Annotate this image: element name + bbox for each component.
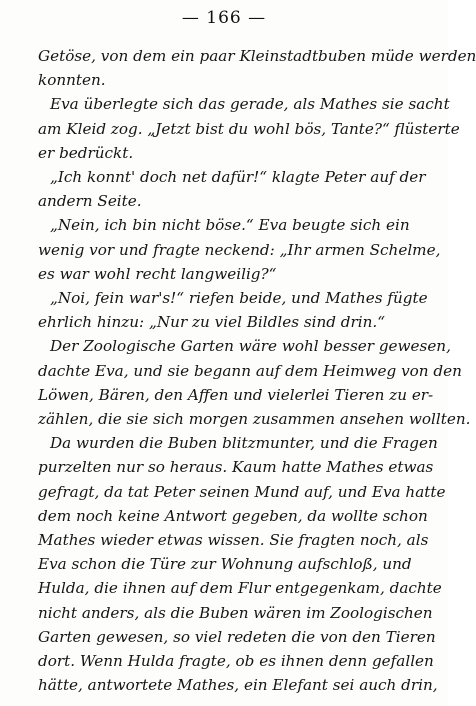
text-line: Eva überlegte sich das gerade, als Mathes sie sacht <box>50 95 450 114</box>
text-line: „Noi, fein war's!“ riefen beide, und Mathes fügte <box>50 289 428 307</box>
page-number: — 166 — <box>181 8 267 28</box>
text-line: Löwen, Bären, den Affen und vielerlei Tieren zu er- <box>38 385 434 404</box>
text-line: purzelten nur so heraus. Kaum hatte Mathes etwas <box>38 458 434 477</box>
text-line: Der Zoologische Garten wäre wohl besser gewesen, <box>50 337 451 356</box>
text-line: es war wohl recht langweilig?“ <box>38 264 277 283</box>
text-line: nicht anders, als die Buben wären im Zoologischen <box>38 603 433 622</box>
text-line: Eva schon die Türe zur Wohnung aufschloß, und <box>38 555 412 574</box>
text-line: dem noch keine Antwort gegeben, da wollte schon <box>38 506 428 525</box>
text-line: Mathes wieder etwas wissen. Sie fragten noch, als <box>38 531 429 549</box>
text-line: „Ich konnt' doch net dafür!“ klagte Peter auf der <box>50 168 426 186</box>
text-line: dort. Wenn Hulda fragte, ob es ihnen denn gefallen <box>38 652 434 670</box>
text-line: dachte Eva, und sie begann auf dem Heimweg von den <box>38 361 462 380</box>
text-line: Garten gewesen, so viel redeten die von den Tieren <box>38 627 436 646</box>
text-line: hätte, antwortete Mathes, ein Elefant sei auch drin, <box>38 676 438 695</box>
text-line: zählen, die sie sich morgen zusammen ansehen wollten. <box>38 410 471 428</box>
body-text <box>0 40 476 700</box>
text-line: er bedrückt. <box>38 143 134 162</box>
text-line: am Kleid zog. „Jetzt bist du wohl bös, Tante?“ flüsterte <box>38 119 460 138</box>
text-line: gefragt, da tat Peter seinen Mund auf, und Eva hatte <box>38 482 446 501</box>
text-line: andern Seite. <box>38 192 142 211</box>
text-line: wenig vor und fragte neckend: „Ihr armen Schelme, <box>38 240 441 259</box>
text-line: „Nein, ich bin nicht böse.“ Eva beugte sich ein <box>50 216 410 235</box>
text-line: Getöse, von dem ein paar Kleinstadtbuben müde werden <box>38 47 476 65</box>
text-line: Da wurden die Buben blitzmunter, und die Fragen <box>50 434 438 453</box>
text-line: konnten. <box>38 71 106 90</box>
text-line: ehrlich hinzu: „Nur zu viel Bildles sind drin.“ <box>38 313 386 332</box>
text-line: Hulda, die ihnen auf dem Flur entgegenkam, dachte <box>38 579 442 598</box>
